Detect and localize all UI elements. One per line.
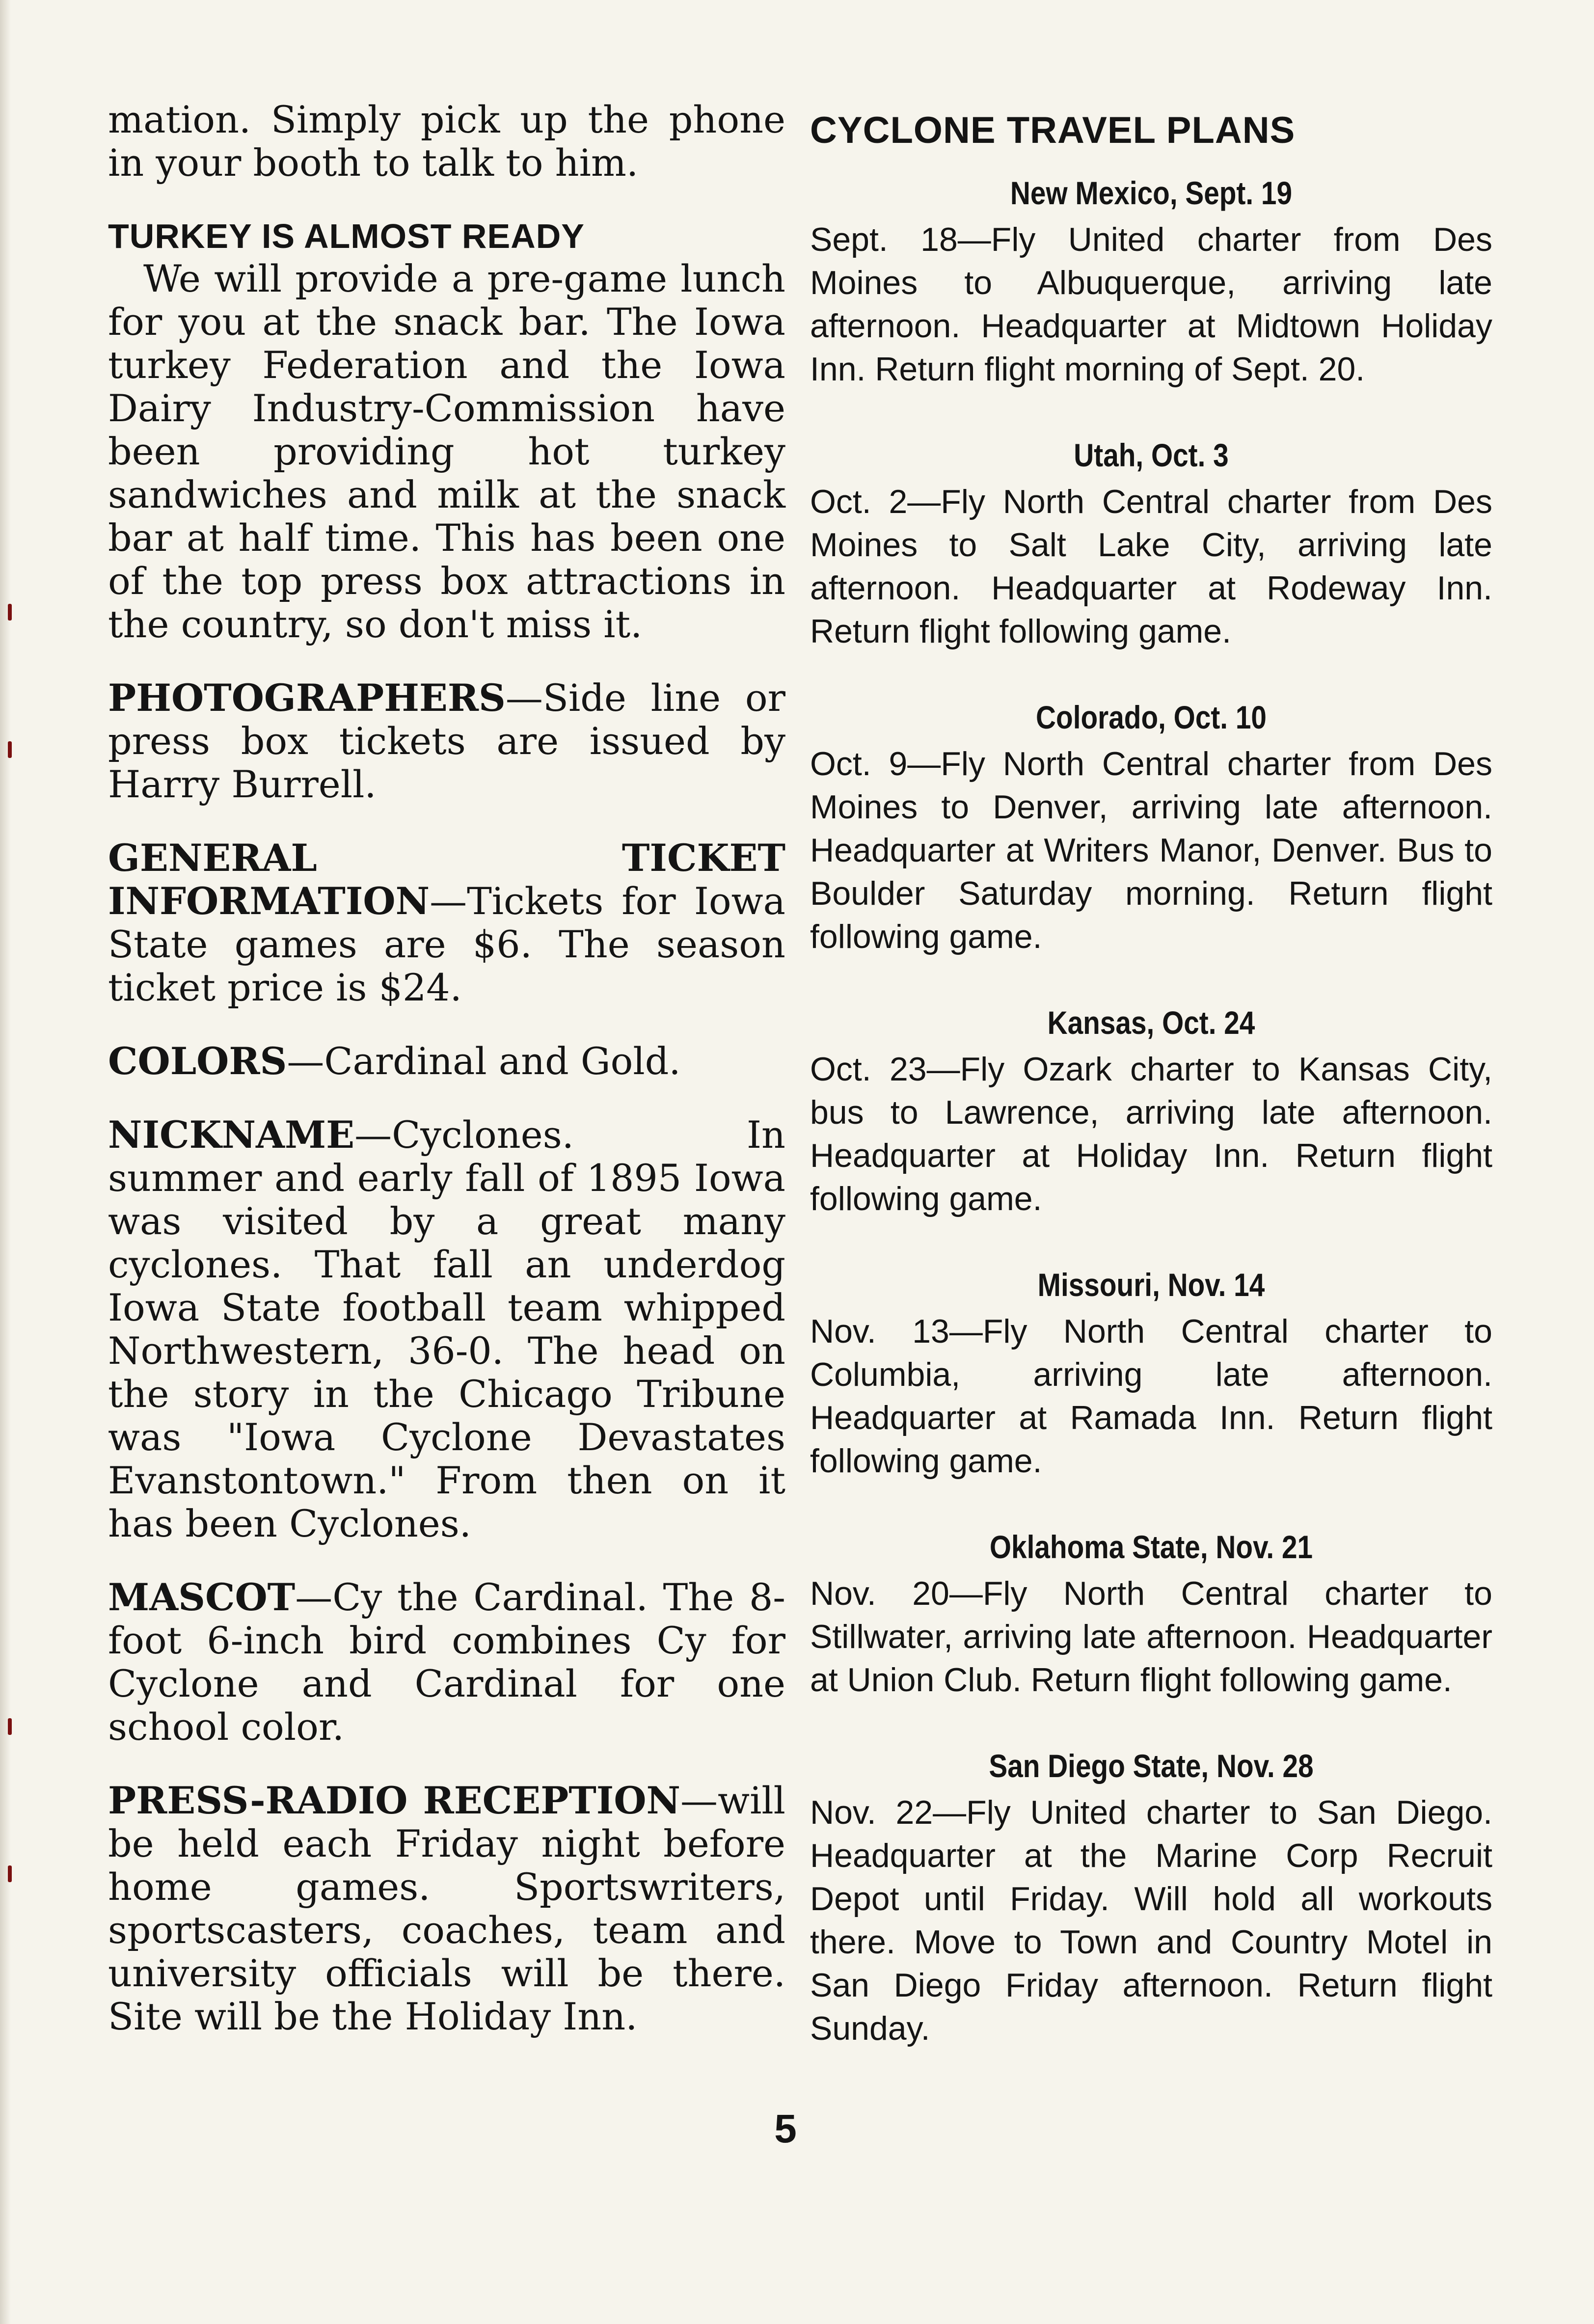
tickets-paragraph bbox=[108, 837, 785, 1009]
trip-details: Oct. 9—Fly North Central charter from Des Moines to Denver, arriving late afternoon. Headquarter at Writers Manor, Denver. Bus to Boulder Saturday morning. Return flight following game. bbox=[810, 745, 1492, 955]
trip-new-mexico bbox=[810, 173, 1492, 391]
reception-paragraph bbox=[108, 1779, 785, 2038]
reception-lead: PRESS-RADIO RECEPTION bbox=[108, 1779, 681, 1822]
mascot-lead: MASCOT bbox=[108, 1575, 296, 1619]
binding-mark bbox=[8, 1865, 12, 1882]
mascot-body: —Cy the Cardinal. The 8-foot 6-inch bird combines Cy for Cyclone and Cardinal for one school color. bbox=[108, 1575, 785, 1749]
trip-details: Nov. 20—Fly North Central charter to Stillwater, arriving late afternoon. Headquarter at Union Club. Return flight following game. bbox=[810, 1575, 1492, 1699]
trip-san-diego-state bbox=[810, 1746, 1492, 2050]
trip-game: Utah, Oct. 3 bbox=[1074, 437, 1229, 473]
tickets-body: —Tickets for Iowa State games are $6. The season ticket price is $24. bbox=[108, 879, 785, 1009]
page-spine bbox=[0, 0, 11, 2324]
tickets-lead: GENERAL TICKET INFORMATION bbox=[108, 836, 785, 923]
trip-game: Missouri, Nov. 14 bbox=[1037, 1267, 1265, 1303]
trip-details: Oct. 2—Fly North Central charter from Des Moines to Salt Lake City, arriving late afternoon. Headquarter at Rodeway Inn. Return flight following game. bbox=[810, 483, 1492, 650]
mascot-paragraph bbox=[108, 1576, 785, 1749]
colors-paragraph bbox=[108, 1040, 785, 1083]
trip-game: New Mexico, Sept. 19 bbox=[1010, 175, 1293, 211]
turkey-body: We will provide a pre-game lunch for you at the snack bar. The Iowa turkey Federation and the Iowa Dairy Industry-Commission have been providing hot turkey sandwiches and milk at the snack bar at half time. This has been one of the top press box attractions in the country, so don't miss it. bbox=[108, 257, 785, 646]
photographers-paragraph bbox=[108, 676, 785, 806]
trip-kansas bbox=[810, 1002, 1492, 1220]
trip-oklahoma-state bbox=[810, 1527, 1492, 1702]
intro-paragraph: mation. Simply pick up the phone in your booth to talk to him. bbox=[108, 98, 785, 185]
trip-game: Kansas, Oct. 24 bbox=[1047, 1004, 1255, 1041]
nickname-lead: NICKNAME bbox=[108, 1113, 355, 1157]
colors-lead: COLORS bbox=[108, 1039, 287, 1083]
photographers-lead: PHOTOGRAPHERS bbox=[108, 676, 506, 720]
reception-body: —will be held each Friday night before home games. Sportswriters, sportscasters, coaches, team and university officials will be there. Site will be the Holiday Inn. bbox=[108, 1779, 785, 2038]
binding-mark bbox=[8, 604, 12, 621]
photographers-body: —Side line or press box tickets are issued by Harry Burrell. bbox=[108, 676, 785, 806]
travel-plans-title: CYCLONE TRAVEL PLANS bbox=[810, 109, 1296, 151]
trip-game: Oklahoma State, Nov. 21 bbox=[989, 1529, 1313, 1565]
binding-mark bbox=[8, 741, 12, 758]
trip-details: Oct. 23—Fly Ozark charter to Kansas City, bus to Lawrence, arriving late afternoon. Headquarter at Holiday Inn. Return flight following game. bbox=[810, 1051, 1492, 1217]
page-number: 5 bbox=[774, 2107, 797, 2151]
trip-details: Nov. 13—Fly North Central charter to Columbia, arriving late afternoon. Headquarter at Ramada Inn. Return flight following game. bbox=[810, 1313, 1492, 1480]
nickname-paragraph bbox=[108, 1113, 785, 1545]
nickname-body: —Cyclones. In summer and early fall of 1895 Iowa was visited by a great many cyclones. That fall an underdog Iowa State football team whipped Northwestern, 36-0. The head on the story in the Chicago Tribune was "Iowa Cyclone Devastates Evanstontown." From then on it has been Cyclones. bbox=[108, 1113, 785, 1545]
right-column bbox=[810, 108, 1492, 2094]
trip-game: San Diego State, Nov. 28 bbox=[989, 1748, 1314, 1784]
trip-game: Colorado, Oct. 10 bbox=[1036, 699, 1267, 735]
binding-mark bbox=[8, 1718, 12, 1735]
trip-colorado bbox=[810, 697, 1492, 958]
turkey-heading: TURKEY IS ALMOST READY bbox=[108, 217, 585, 255]
trip-missouri bbox=[810, 1265, 1492, 1483]
left-column bbox=[108, 98, 785, 2069]
trip-details: Nov. 22—Fly United charter to San Diego. Headquarter at the Marine Corp Recruit Depot until Friday. Will hold all workouts there. Move to Town and Country Motel in San Diego Friday afternoon. Return flight Sunday. bbox=[810, 1794, 1492, 2047]
trip-details: Sept. 18—Fly United charter from Des Moines to Albuquerque, arriving late afternoon. Headquarter at Midtown Holiday Inn. Return flight morning of Sept. 20. bbox=[810, 221, 1492, 388]
colors-body: —Cardinal and Gold. bbox=[287, 1039, 681, 1083]
trip-utah bbox=[810, 435, 1492, 653]
turkey-section bbox=[108, 215, 785, 646]
